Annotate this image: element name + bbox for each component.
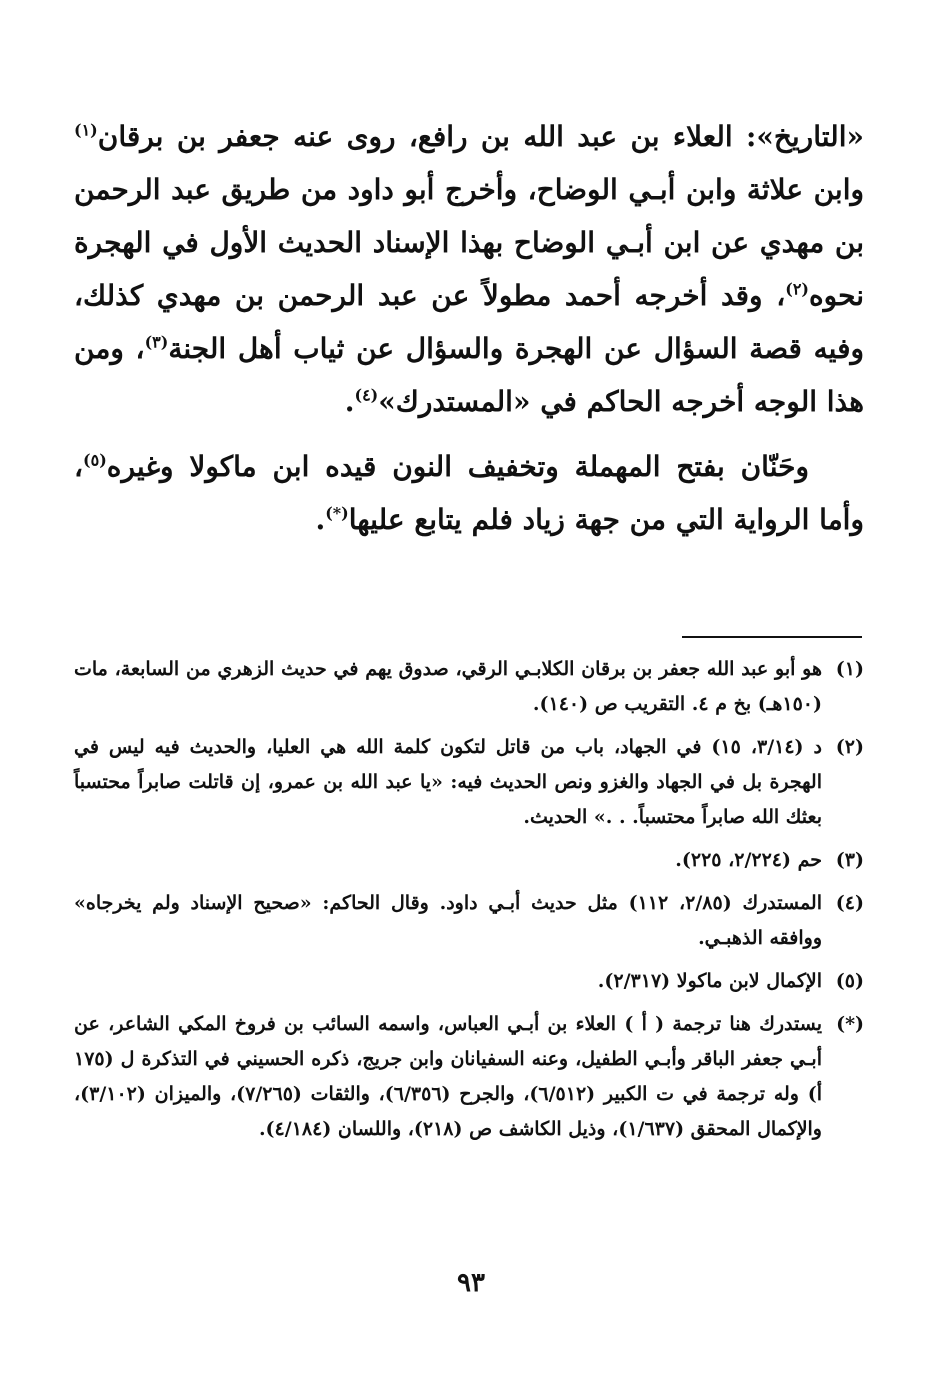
footnote-item [74,886,864,956]
footnote-ref-3: (٣) [144,332,169,352]
para2-text-b: ، وأما الرواية التي من جهة زياد فلم يتابع عليها [74,450,864,536]
para2-text-a: وحَنّان بفتح المهملة وتخفيف النون قيده ابن ماكولا وغيره [106,450,809,483]
footnote-text: الإكمال لابن ماكولا (٢/٣١٧). [597,970,822,992]
footnote-text: المستدرك (٢/٨٥، ١١٢) مثل حديث أبـي داود. وقال الحاكم: «صحيح الإسناد ولم يخرجاه» ووافقه الذهبـي. [74,892,822,949]
para2-text-c: . [315,503,326,536]
footnote-item [74,730,864,835]
footnote-ref-2: (٢) [785,279,809,299]
footnote-number: (*) [836,1013,864,1035]
footnote-item [74,1007,864,1147]
footnote-ref-5: (٥) [83,450,107,470]
footnote-number: (٣) [835,849,864,871]
footnote-number: (٥) [835,970,864,992]
footnote-item [74,964,864,999]
main-paragraph-1 [74,110,864,428]
para1-text-a: «التاريخ»: العلاء بن عبد الله بن رافع، روى عنه جعفر بن برقان [97,120,864,153]
footnote-item [74,652,864,722]
footnote-text: حم (٢/٢٢٤، ٢٢٥). [675,849,822,871]
footnote-number: (٢) [835,736,864,758]
main-paragraph-2 [74,440,864,546]
footnotes-section [74,652,864,1155]
page-number: ٩٣ [457,1268,485,1298]
footnote-text: د (٣/١٤، ١٥) في الجهاد، باب من قاتل لتكون كلمة الله هي العليا، والحديث فيه ليس في الهجرة بل في الجهاد والغزو ونص الحديث فيه: «يا عبد الله بن عمرو، إن قاتلت صابراً محتسباً بعثك الله صابراً محتسباً. . .» الحديث. [74,736,822,828]
footnote-separator [682,636,862,638]
footnote-number: (١) [835,658,864,680]
footnote-item [74,843,864,878]
para1-text-e: . [344,385,355,418]
footnote-ref-4: (٤) [354,385,379,405]
footnote-ref-1: (١) [74,120,98,140]
para1-text-c: ، وقد أخرجه أحمد مطولاً عن عبد الرحمن بن مهدي كذلك، وفيه قصة السؤال عن الهجرة والسؤال عن ثياب أهل الجنة [74,279,864,365]
para1-text-d: ، ومن هذا الوجه أخرجه الحاكم في «المستدرك» [74,332,864,418]
footnote-text: هو أبو عبد الله جعفر بن برقان الكلابـي الرقي، صدوق يهم في حديث الزهري من السابعة، مات (١٥٠هـ) بخ م ٤. التقريب ص (١٤٠). [74,658,822,715]
footnote-text: يستدرك هنا ترجمة ( أ ) العلاء بن أبـي العباس، واسمه السائب بن فروخ المكي الشاعر، عن أبـي جعفر الباقر وأبـي الطفيل، وعنه السفيانان وابن جريج، ذكره الحسيني في التذكرة ل (١٧٥ أ) وله ترجمة في ت الكبير (٦/٥١٢)، والجرح (٦/٣٥٦)، والثقات (٧/٢٦٥)، والميزان (٣/١٠٢)، والإكمال المحقق (١/٦٣٧)، وذيل الكاشف ص (٢١٨)، واللسان (٤/١٨٤). [74,1013,822,1140]
footnote-number: (٤) [835,892,864,914]
footnote-ref-star: (*) [325,503,349,523]
para1-text-b: وابن علاثة وابن أبـي الوضاح، وأخرج أبو داود من طريق عبد الرحمن بن مهدي عن ابن أبـي الوضاح بهذا الإسناد الحديث الأول في الهجرة نحوه [74,173,864,312]
